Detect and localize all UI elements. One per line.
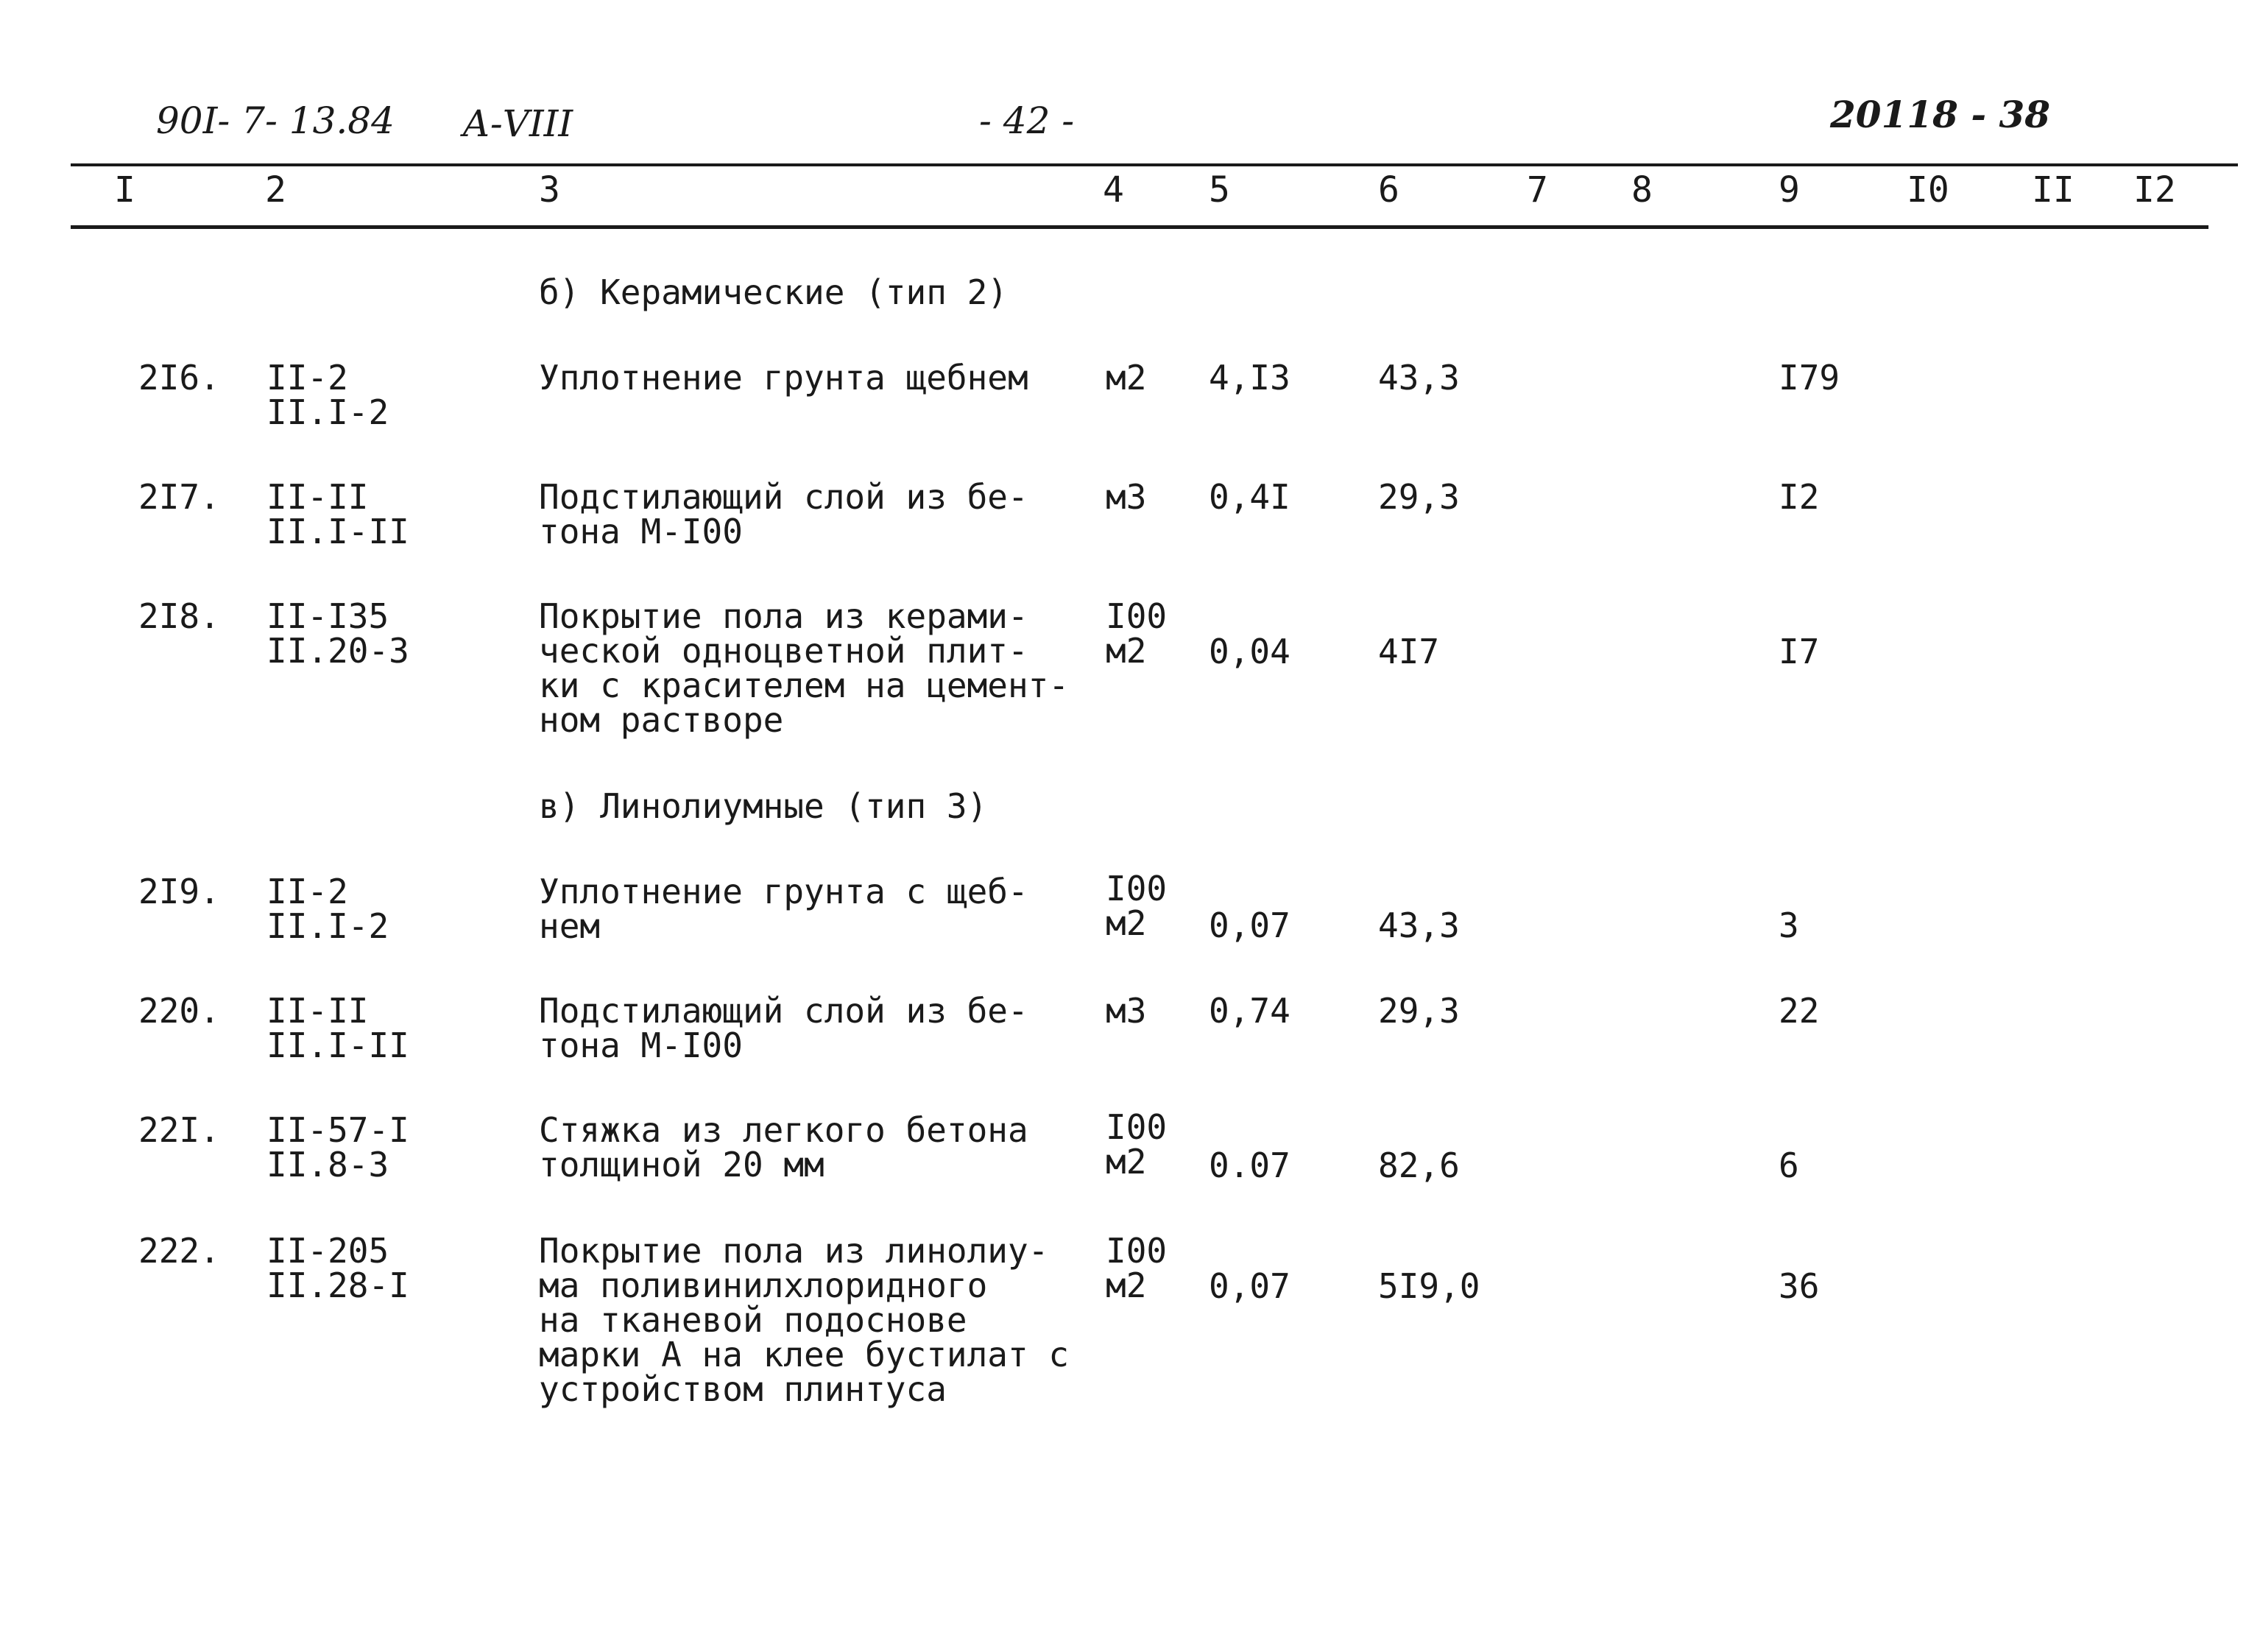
work-description: Уплотнение грунта с щеб- нем bbox=[539, 872, 1028, 946]
norm-codes: II-II II.I-II bbox=[266, 477, 409, 551]
total-cost: 22 bbox=[1779, 991, 1820, 1031]
quantity: 4,I3 bbox=[1209, 358, 1290, 398]
norm-codes: II-2 II.I-2 bbox=[266, 358, 389, 432]
column-header: I0 bbox=[1907, 169, 1949, 211]
total-cost: 3 bbox=[1779, 906, 1799, 945]
column-header: I bbox=[114, 169, 135, 211]
column-header: 5 bbox=[1209, 169, 1230, 211]
unit-price: 82,6 bbox=[1378, 1146, 1460, 1185]
document-code: 90I- 7- 13.84 bbox=[156, 99, 395, 142]
page-number: - 42 - bbox=[979, 99, 1075, 142]
column-header: I2 bbox=[2133, 169, 2176, 211]
unit: I00 м2 bbox=[1106, 1107, 1168, 1182]
work-description: Покрытие пола из керами- ческой одноцветной плит- ки с красителем на цемент- ном растворе bbox=[539, 596, 1070, 740]
header-top-rule bbox=[71, 163, 2238, 166]
row-number: 22I. bbox=[138, 1110, 220, 1150]
total-cost: I7 bbox=[1779, 632, 1820, 671]
norm-codes: II-II II.I-II bbox=[266, 991, 409, 1065]
norm-codes: II-205 II.28-I bbox=[266, 1231, 409, 1305]
unit-price: 43,3 bbox=[1378, 906, 1460, 945]
quantity: 0,07 bbox=[1209, 906, 1290, 945]
column-header: 8 bbox=[1631, 169, 1653, 211]
row-number: 2I8. bbox=[138, 596, 220, 636]
unit: м2 bbox=[1106, 358, 1147, 398]
unit-price: 4I7 bbox=[1378, 632, 1440, 671]
column-header: 4 bbox=[1103, 169, 1124, 211]
total-cost: 6 bbox=[1779, 1146, 1799, 1185]
unit: м3 bbox=[1106, 477, 1147, 517]
norm-codes: II-I35 II.20-3 bbox=[266, 596, 409, 671]
work-description: Подстилающий слой из бе- тона М-I00 bbox=[539, 477, 1028, 551]
row-number: 2I6. bbox=[138, 358, 220, 398]
unit: м3 bbox=[1106, 991, 1147, 1031]
quantity: 0,74 bbox=[1209, 991, 1290, 1031]
header-bottom-rule bbox=[71, 225, 2208, 229]
column-header: 3 bbox=[539, 169, 560, 211]
column-header: 2 bbox=[265, 169, 286, 211]
column-header: 7 bbox=[1527, 169, 1548, 211]
column-header: 6 bbox=[1378, 169, 1399, 211]
total-cost: 36 bbox=[1779, 1266, 1820, 1306]
row-number: 2I7. bbox=[138, 477, 220, 517]
work-description: Покрытие пола из линолиу- ма поливинилхлоридного на тканевой подоснове марки А на клее бустилат с устройством плинтуса bbox=[539, 1231, 1070, 1409]
row-number: 2I9. bbox=[138, 872, 220, 911]
unit: I00 м2 bbox=[1106, 596, 1168, 671]
work-description: Подстилающий слой из бе- тона М-I00 bbox=[539, 991, 1028, 1065]
unit-price: 29,3 bbox=[1378, 477, 1460, 517]
total-cost: I79 bbox=[1779, 358, 1840, 398]
unit-price: 29,3 bbox=[1378, 991, 1460, 1031]
unit-price: 43,3 bbox=[1378, 358, 1460, 398]
column-header: II bbox=[2032, 169, 2074, 211]
album-number: А-VIII bbox=[462, 102, 573, 145]
section-title: в) Линолиумные (тип 3) bbox=[539, 786, 988, 826]
inventory-number: 20118 - 38 bbox=[1830, 93, 2051, 136]
norm-codes: II-2 II.I-2 bbox=[266, 872, 389, 946]
norm-codes: II-57-I II.8-3 bbox=[266, 1110, 409, 1185]
column-header: 9 bbox=[1779, 169, 1800, 211]
unit: I00 м2 bbox=[1106, 869, 1168, 943]
work-description: Уплотнение грунта щебнем bbox=[539, 358, 1028, 398]
quantity: 0,4I bbox=[1209, 477, 1290, 517]
row-number: 222. bbox=[138, 1231, 220, 1271]
quantity: 0.07 bbox=[1209, 1146, 1290, 1185]
section-title: б) Керамические (тип 2) bbox=[539, 272, 1008, 312]
unit-price: 5I9,0 bbox=[1378, 1266, 1480, 1306]
unit: I00 м2 bbox=[1106, 1231, 1168, 1305]
quantity: 0,04 bbox=[1209, 632, 1290, 671]
work-description: Стяжка из легкого бетона толщиной 20 мм bbox=[539, 1110, 1028, 1185]
quantity: 0,07 bbox=[1209, 1266, 1290, 1306]
row-number: 220. bbox=[138, 991, 220, 1031]
total-cost: I2 bbox=[1779, 477, 1820, 517]
